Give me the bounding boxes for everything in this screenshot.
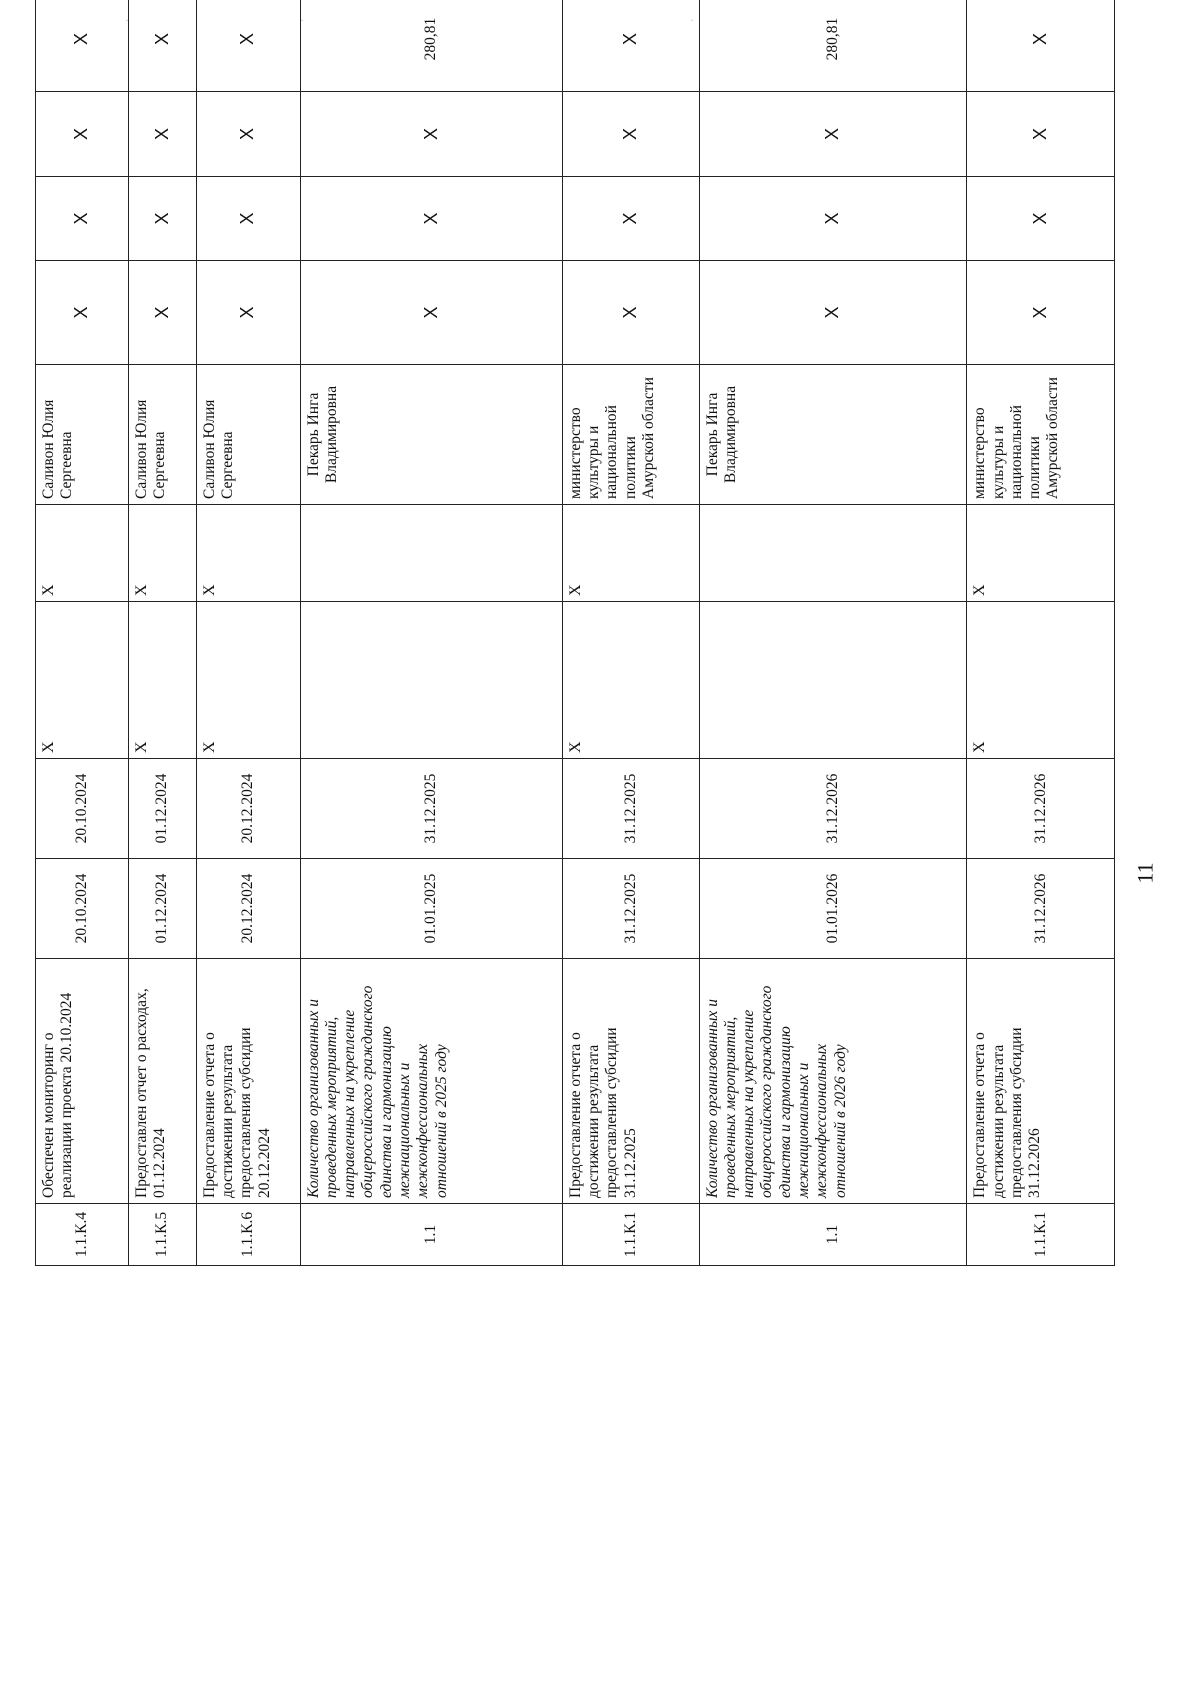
code-cell: 1.1 <box>699 1204 967 1266</box>
x-mark-cell: Х <box>967 261 1115 365</box>
start-date-cell: 01.12.2024 <box>128 859 196 959</box>
value-cell: 280,81 <box>300 0 562 92</box>
table-row <box>196 0 300 1266</box>
x-mark-cell: Х <box>128 505 196 602</box>
code-cell: 1.1 <box>300 1204 562 1266</box>
responsible-cell: Пекарь Инга Владимировна <box>699 365 967 505</box>
x-mark-cell: Х <box>196 261 300 365</box>
name-cell: Предоставление отчета о достижении результата предоставления субсидии 20.12.2024 <box>196 959 300 1204</box>
value-cell: Х <box>196 0 300 92</box>
start-date-cell: 01.01.2026 <box>699 859 967 959</box>
x-mark-cell: Х <box>562 92 699 177</box>
end-date-cell: 01.12.2024 <box>128 759 196 859</box>
x-mark-cell <box>699 602 967 759</box>
x-mark-cell <box>699 505 967 602</box>
x-mark-cell <box>300 505 562 602</box>
x-mark-cell: Х <box>36 505 129 602</box>
end-date-cell: 31.12.2025 <box>562 759 699 859</box>
x-mark-cell: Х <box>562 505 699 602</box>
value-cell: Х <box>128 0 196 92</box>
scan-speck: · <box>125 13 129 27</box>
x-mark-cell: Х <box>699 92 967 177</box>
page-number: 11 <box>1132 862 1158 884</box>
table-row <box>699 0 967 1266</box>
responsible-cell: Саливон Юлия Сергеевна <box>196 365 300 505</box>
code-cell: 1.1.К.4 <box>36 1204 129 1266</box>
value-cell: Х <box>36 0 129 92</box>
table-row <box>300 0 562 1266</box>
table-row <box>562 0 699 1266</box>
responsible-cell: министерство культуры и национальной политики Амурской области <box>562 365 699 505</box>
x-mark-cell: Х <box>196 92 300 177</box>
name-cell: Количество организованных и проведенных мероприятий, направленных на укрепление общероссийского гражданского единства и гармонизацию межнациональных и межконфессиональных отношений в 2025 году <box>300 959 562 1204</box>
x-mark-cell: Х <box>196 505 300 602</box>
start-date-cell: 20.10.2024 <box>36 859 129 959</box>
table-body <box>36 0 1115 1266</box>
table-row <box>36 0 129 1266</box>
x-mark-cell: Х <box>699 177 967 261</box>
value-cell: Х <box>562 0 699 92</box>
scan-speck: · <box>690 13 694 27</box>
value-cell: Х <box>967 0 1115 92</box>
responsible-cell: министерство культуры и национальной политики Амурской области <box>967 365 1115 505</box>
table-row <box>128 0 196 1266</box>
end-date-cell: 31.12.2026 <box>699 759 967 859</box>
x-mark-cell: Х <box>36 602 129 759</box>
end-date-cell: 20.10.2024 <box>36 759 129 859</box>
x-mark-cell: Х <box>967 602 1115 759</box>
code-cell: 1.1.К.1 <box>562 1204 699 1266</box>
start-date-cell: 31.12.2025 <box>562 859 699 959</box>
x-mark-cell: Х <box>562 261 699 365</box>
x-mark-cell: Х <box>128 602 196 759</box>
name-cell: Предоставлен отчет о расходах, 01.12.2024 <box>128 959 196 1204</box>
x-mark-cell: Х <box>967 92 1115 177</box>
start-date-cell: 20.12.2024 <box>196 859 300 959</box>
value-cell: 280,81 <box>699 0 967 92</box>
scan-speck: · <box>300 13 304 27</box>
responsible-cell: Саливон Юлия Сергеевна <box>36 365 129 505</box>
x-mark-cell: Х <box>967 177 1115 261</box>
x-mark-cell: Х <box>196 177 300 261</box>
start-date-cell: 01.01.2025 <box>300 859 562 959</box>
x-mark-cell: Х <box>128 177 196 261</box>
x-mark-cell: Х <box>36 261 129 365</box>
x-mark-cell: Х <box>36 92 129 177</box>
x-mark-cell: Х <box>300 92 562 177</box>
end-date-cell: 31.12.2025 <box>300 759 562 859</box>
x-mark-cell: Х <box>36 177 129 261</box>
responsible-cell: Саливон Юлия Сергеевна <box>128 365 196 505</box>
x-mark-cell: Х <box>128 261 196 365</box>
code-cell: 1.1.К.6 <box>196 1204 300 1266</box>
name-cell: Количество организованных и проведенных мероприятий, направленных на укрепление общероссийского гражданского единства и гармонизацию межнациональных и межконфессиональных отношений в 2026 году <box>699 959 967 1204</box>
end-date-cell: 20.12.2024 <box>196 759 300 859</box>
responsible-cell: Пекарь Инга Владимировна <box>300 365 562 505</box>
x-mark-cell: Х <box>196 602 300 759</box>
name-cell: Предоставление отчета о достижении результата предоставления субсидии 31.12.2026 <box>967 959 1115 1204</box>
code-cell: 1.1.К.5 <box>128 1204 196 1266</box>
start-date-cell: 31.12.2026 <box>967 859 1115 959</box>
name-cell: Предоставление отчета о достижении результата предоставления субсидии 31.12.2025 <box>562 959 699 1204</box>
x-mark-cell: Х <box>562 177 699 261</box>
table-row <box>967 0 1115 1266</box>
rotated-document-table <box>35 17 1115 1266</box>
end-date-cell: 31.12.2026 <box>967 759 1115 859</box>
code-cell: 1.1.К.1 <box>967 1204 1115 1266</box>
project-plan-table <box>35 0 1115 1266</box>
x-mark-cell: Х <box>562 602 699 759</box>
x-mark-cell: Х <box>300 177 562 261</box>
x-mark-cell: Х <box>300 261 562 365</box>
x-mark-cell: Х <box>699 261 967 365</box>
x-mark-cell: Х <box>967 505 1115 602</box>
x-mark-cell: Х <box>128 92 196 177</box>
name-cell: Обеспечен мониторинг о реализации проекта 20.10.2024 <box>36 959 129 1204</box>
x-mark-cell <box>300 602 562 759</box>
